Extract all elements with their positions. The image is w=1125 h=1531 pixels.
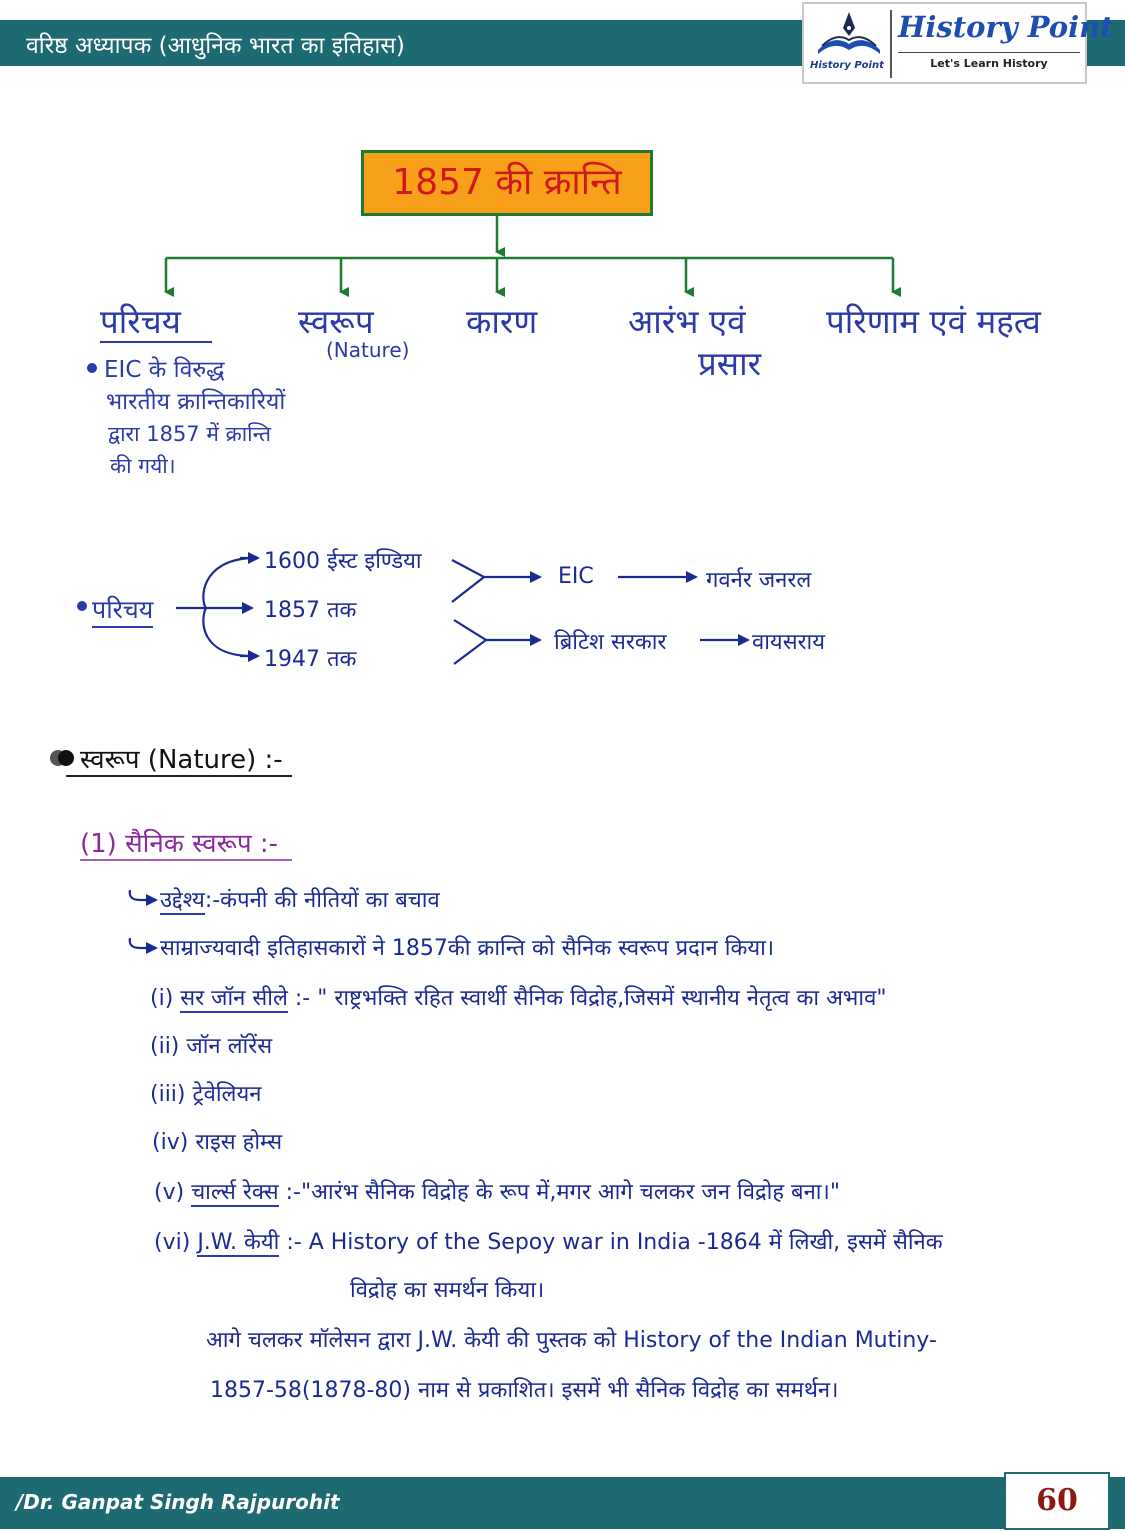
branch-aarambh-sub: प्रसार	[698, 344, 762, 383]
flow-date: 1947 तक	[264, 647, 357, 672]
parichay-note-line: की गयी।	[110, 454, 176, 478]
point-imperialist: साम्राज्यवादी इतिहासकारों ने 1857की क्रान्ति को सैनिक स्वरूप प्रदान किया।	[160, 936, 775, 961]
item-name: जॉन लॉरेंस	[186, 1034, 273, 1059]
flow-british-govt: ब्रिटिश सरकार	[554, 630, 667, 655]
section-heading: स्वरूप (Nature) :-	[80, 745, 283, 775]
item-name: चार्ल्स रेक्स	[191, 1180, 279, 1205]
root-node: 1857 की क्रान्ति	[361, 150, 653, 216]
point-objective-label: उद्देश्य	[160, 888, 205, 913]
item-number: (iv)	[152, 1130, 189, 1155]
flow-date: 1857 तक	[264, 598, 357, 623]
point-objective	[160, 884, 440, 914]
logo-tagline: Let's Learn History	[930, 57, 1048, 70]
item-row	[150, 1078, 261, 1108]
branch-parichay: परिचय	[100, 302, 181, 341]
parichay-note-line: भारतीय क्रान्तिकारियों	[106, 389, 286, 415]
branch-parinaam: परिणाम एवं महत्व	[826, 302, 1041, 341]
parichay-note-line: द्वारा 1857 में क्रान्ति	[108, 422, 272, 446]
paragraph-line: आगे चलकर मॉलेसन द्वारा J.W. केयी की पुस्तक को History of the Indian Mutiny-	[206, 1328, 937, 1353]
item-number: (v)	[154, 1180, 185, 1205]
branch-swaroop-sub: (Nature)	[326, 338, 410, 362]
item-row	[150, 982, 886, 1012]
item-number: (iii)	[150, 1082, 186, 1107]
item-name: ट्रेवेलियन	[192, 1082, 262, 1107]
flow-eic: EIC	[558, 564, 594, 589]
flow-governor-general: गवर्नर जनरल	[706, 568, 812, 593]
flow-viceroy: वायसराय	[752, 630, 826, 655]
logo-name: History Point	[898, 10, 1114, 44]
paragraph-line: 1857-58(1878-80) नाम से प्रकाशित। इसमें भी सैनिक विद्रोह का समर्थन।	[210, 1378, 839, 1403]
logo-subtext: History Point	[810, 60, 884, 71]
branch-karan: कारण	[466, 302, 538, 341]
point-objective-text: :-कंपनी की नीतियों का बचाव	[204, 888, 440, 913]
header-title: वरिष्ठ अध्यापक (आधुनिक भारत का इतिहास)	[26, 33, 405, 59]
item-text: :- A History of the Sepoy war in India -1864 में लिखी, इसमें सैनिक	[286, 1230, 943, 1255]
page-number: 60	[1004, 1472, 1110, 1530]
section-subheading: (1) सैनिक स्वरूप :-	[80, 829, 279, 859]
flow-parichay-label: परिचय	[92, 592, 153, 628]
item6-continuation: विद्रोह का समर्थन किया।	[350, 1278, 545, 1303]
item-number: (i)	[150, 986, 174, 1011]
item-row	[154, 1176, 840, 1206]
item-name: J.W. केयी	[197, 1230, 280, 1255]
item-text: :- " राष्ट्रभक्ति रहित स्वार्थी सैनिक विद्रोह,जिसमें स्थानीय नेतृत्व का अभाव"	[294, 986, 887, 1011]
item-name: राइस होम्स	[195, 1130, 283, 1155]
footer-author: /Dr. Ganpat Singh Rajpurohit	[16, 1490, 340, 1514]
branch-aarambh: आरंभ एवं	[628, 302, 746, 341]
parichay-note-line: EIC के विरुद्ध	[104, 357, 225, 383]
item-row	[154, 1226, 943, 1256]
item-name: सर जॉन सीले	[180, 986, 288, 1011]
item-row	[152, 1126, 282, 1156]
item-number: (vi)	[154, 1230, 191, 1255]
item-text: :-"आरंभ सैनिक विद्रोह के रूप में,मगर आगे चलकर जन विद्रोह बना।"	[285, 1180, 840, 1205]
item-number: (ii)	[150, 1034, 180, 1059]
branch-swaroop: स्वरूप	[298, 302, 374, 341]
item-row	[150, 1030, 272, 1060]
flow-date: 1600 ईस्ट इण्डिया	[264, 549, 422, 574]
